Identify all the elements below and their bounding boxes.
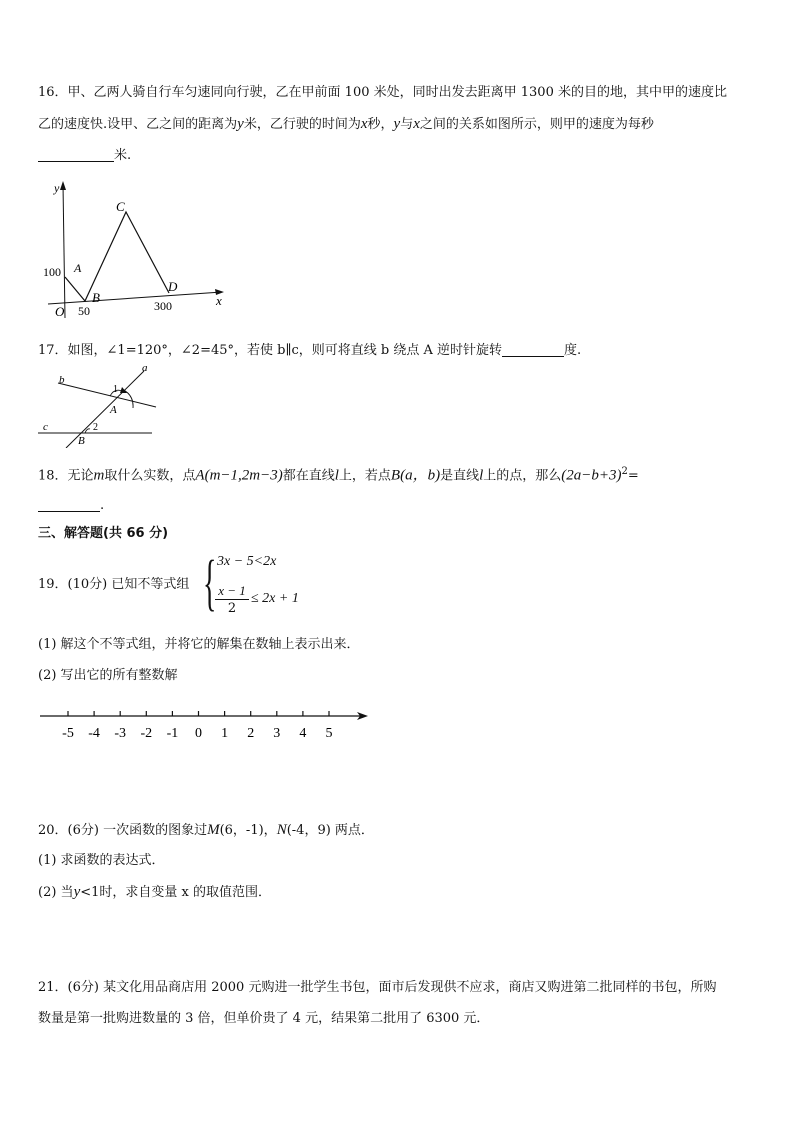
label-b: b xyxy=(59,374,65,386)
q18-text: 都在直线 xyxy=(282,468,335,484)
q20-text: (6，-1)， xyxy=(219,823,277,838)
rotation-arrowhead xyxy=(120,387,127,393)
number-line-label: -4 xyxy=(88,726,100,741)
q16-var-y: y xyxy=(237,116,244,132)
q18-var-l: l xyxy=(479,467,484,484)
q18-point-a: A(m−1,2m−3) xyxy=(195,467,283,484)
q16-var-y: y xyxy=(393,116,401,132)
q20-text: (2) 当 xyxy=(38,885,74,900)
q16-text: 米. xyxy=(114,148,132,163)
x-axis xyxy=(48,292,222,304)
number-line-label: -2 xyxy=(140,726,153,741)
q18-text: 18．无论 xyxy=(38,468,94,484)
q20-text: (-4，9) 两点． xyxy=(286,823,374,838)
inequality-system xyxy=(203,549,303,618)
label-angle-1: 1 xyxy=(113,384,118,395)
q18-exponent: 2 xyxy=(621,466,628,477)
point-label-b: B xyxy=(92,290,100,305)
q21-line-1: 21．(6分) 某文化用品商店用 2000 元购进一批学生书包，面市后发现供不应求，商店又购进第二批同样的书包，所购 xyxy=(38,980,717,995)
inequality-1: 3x − 5<2x xyxy=(217,554,277,569)
q17-text: 度. xyxy=(564,343,582,358)
tick-label-100: 100 xyxy=(43,265,61,279)
q18-expression: (2a−b+3) xyxy=(561,467,622,484)
q19-prefix: 19．(10分) 已知不等式组 xyxy=(38,577,190,592)
tick-label-50: 50 xyxy=(78,304,90,318)
answer-blank-16[interactable] xyxy=(38,147,114,162)
q20-part-1: (1) 求函数的表达式． xyxy=(38,853,165,868)
axis-label-x: x xyxy=(216,293,222,308)
q18-text: 取什么实数，点 xyxy=(104,468,196,484)
q20-point-n: N xyxy=(276,822,287,838)
q20-part-2 xyxy=(38,883,271,902)
q18-text: . xyxy=(100,498,105,513)
q16-text: 之间的关系如图所示，则甲的速度为每秒 xyxy=(419,117,654,132)
fraction xyxy=(215,582,249,617)
q18-text: 上，若点 xyxy=(338,468,391,484)
number-line-label: 1 xyxy=(221,726,229,741)
q16-text: 秒， xyxy=(367,117,394,132)
q21-line-2: 数量是第一批购进数量的 3 倍，但单价贵了 4 元，结果第二批用了 6300 元． xyxy=(38,1011,490,1026)
line-b xyxy=(58,383,156,407)
q16-text: 乙的速度快.设甲、乙之间的距离为 xyxy=(38,117,238,132)
number-line[interactable] xyxy=(38,705,373,745)
q16-line-2 xyxy=(38,115,654,134)
q18-equals: = xyxy=(627,468,639,484)
graph-polyline xyxy=(65,212,169,301)
q17-text: 17．如图，∠1=120°，∠2=45°，若使 b∥c，则可将直线 b 绕点 A 逆时针旋转 xyxy=(38,343,502,358)
inequality-2-rhs: ≤ 2x + 1 xyxy=(251,591,299,606)
answer-blank-18[interactable] xyxy=(38,497,100,512)
point-label-d: D xyxy=(168,279,178,294)
number-line-label: 2 xyxy=(247,726,255,741)
q19-part-2: (2) 写出它的所有整数解 xyxy=(38,668,178,683)
label-c: c xyxy=(43,421,48,433)
angle-2-arc xyxy=(85,429,90,433)
tick-label-300: 300 xyxy=(154,299,172,313)
q20-point-m: M xyxy=(207,822,220,838)
origin-label: O xyxy=(55,304,65,318)
label-a: a xyxy=(142,362,148,374)
answer-blank-17[interactable] xyxy=(502,342,564,357)
q20-text: 20．(6分) 一次函数的图象过 xyxy=(38,823,208,838)
number-line-label: 0 xyxy=(195,726,202,741)
point-label-c: C xyxy=(116,199,125,214)
fraction-numerator: x − 1 xyxy=(215,582,249,600)
system-brace: { xyxy=(203,549,217,617)
number-line-label: -5 xyxy=(62,726,74,741)
q16-text: 与 xyxy=(400,117,414,132)
q18-text: 上的点，那么 xyxy=(483,468,562,484)
q16-var-x: x xyxy=(360,116,368,132)
fraction-denominator: 2 xyxy=(227,601,237,616)
q16-var-x: x xyxy=(413,116,420,132)
q17-line xyxy=(38,342,581,360)
y-axis-arrow xyxy=(60,181,66,190)
q16-line-1: 16．甲、乙两人骑自行车匀速同向行驶，乙在甲前面 100 米处，同时出发去距离甲 1300 米的目的地，其中甲的速度比 xyxy=(38,85,727,100)
q18-text: 是直线 xyxy=(440,468,480,484)
number-line-label: -3 xyxy=(114,726,127,741)
y-axis xyxy=(63,184,65,318)
number-line-label: 5 xyxy=(325,726,333,741)
q20-line xyxy=(38,821,374,840)
number-line-label: -1 xyxy=(166,726,179,741)
q20-var-y: y xyxy=(73,884,81,900)
label-point-b: B xyxy=(78,435,85,447)
label-angle-2: 2 xyxy=(93,422,98,433)
q17-figure xyxy=(38,362,168,448)
q16-graph xyxy=(40,178,240,318)
q18-var-m: m xyxy=(93,467,105,484)
point-label-a: A xyxy=(74,261,82,275)
q16-line-3 xyxy=(38,147,131,165)
q18-line xyxy=(38,463,639,485)
section-3-title: 三、解答题(共 66 分) xyxy=(38,526,169,541)
q18-point-b: B(a，b) xyxy=(390,467,441,484)
q20-text: <1时，求自变量 x 的取值范围． xyxy=(80,885,271,900)
q19-part-1: (1) 解这个不等式组，并将它的解集在数轴上表示出来． xyxy=(38,637,360,652)
label-point-a: A xyxy=(110,404,117,416)
q18-line-2 xyxy=(38,497,104,515)
q18-var-l: l xyxy=(334,467,339,484)
number-line-label: 3 xyxy=(273,726,281,741)
q16-text: 米，乙行驶的时间为 xyxy=(243,117,361,132)
axis-label-y: y xyxy=(54,181,60,195)
number-line-label: 4 xyxy=(299,726,307,741)
